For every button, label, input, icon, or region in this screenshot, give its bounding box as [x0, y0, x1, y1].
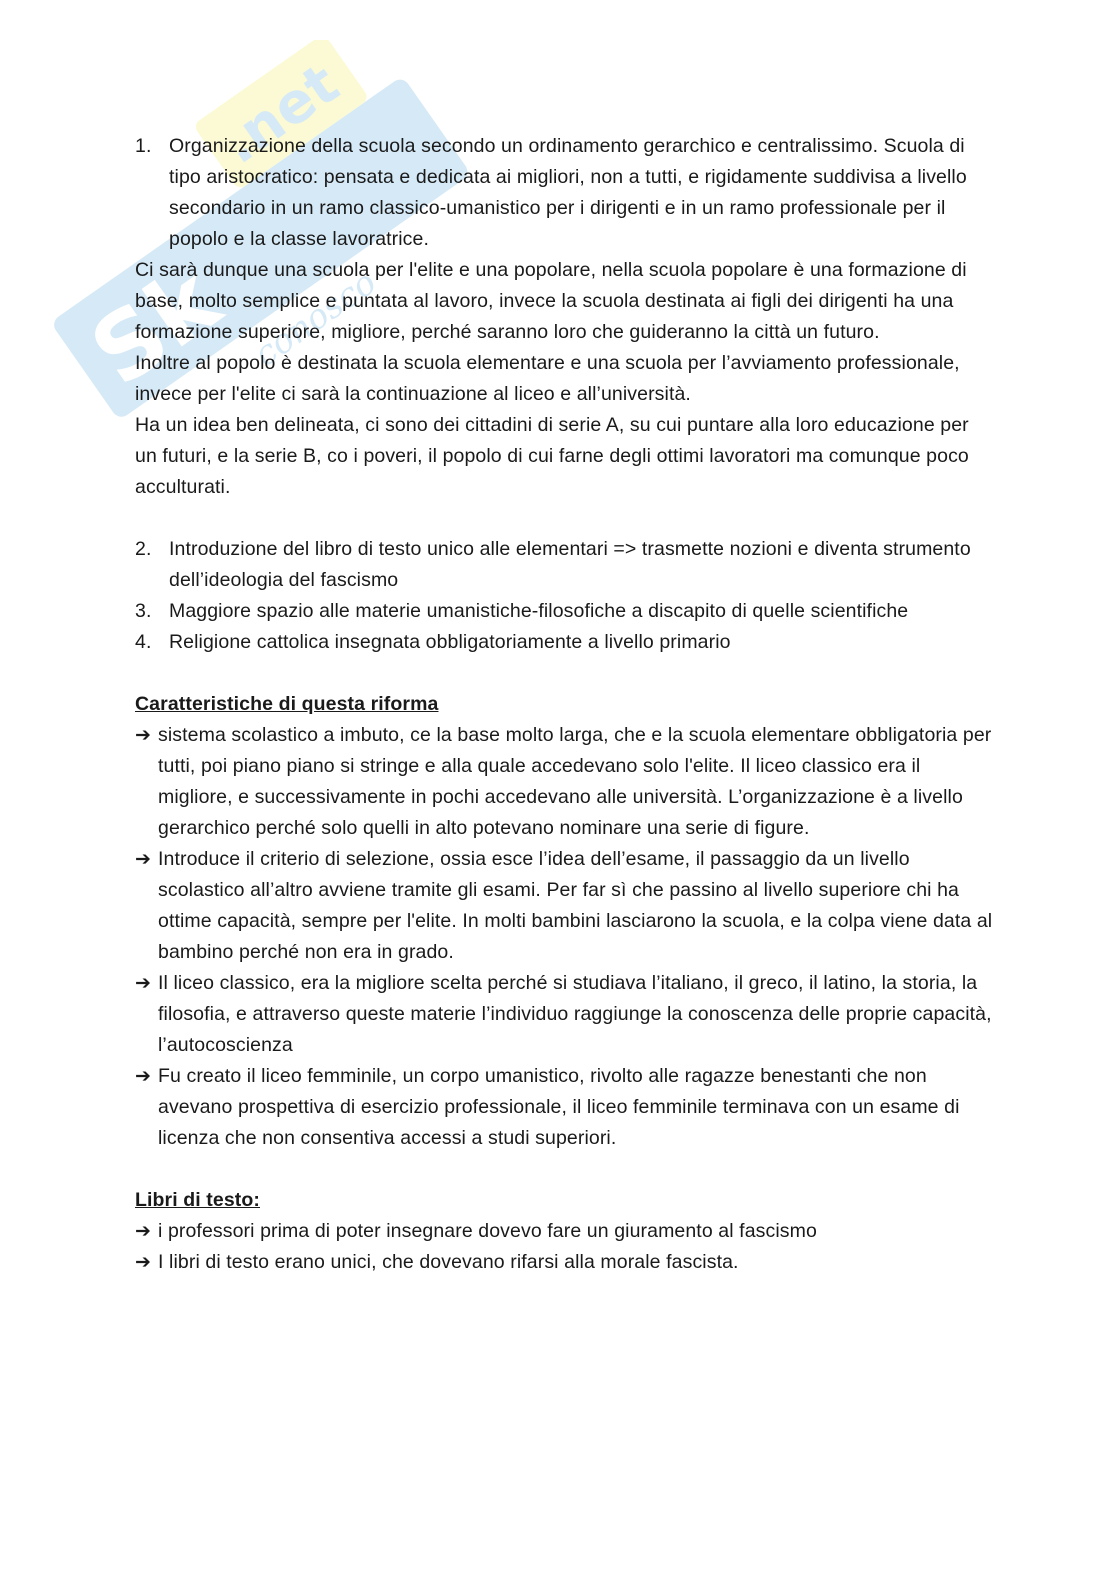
arrow-list-2 [135, 1216, 995, 1278]
list-item [135, 534, 995, 596]
list-number: 4. [135, 631, 152, 653]
document-body [135, 131, 995, 1278]
list-item-text: Il liceo classico, era la migliore scelta perché si studiava l’italiano, il greco, il latino, la storia, la filosofia, e attraverso queste materie l’individuo raggiunge la conoscenza delle proprie capacità, l’autocoscienza [158, 972, 992, 1056]
list-item [135, 844, 995, 968]
list-item-text: sistema scolastico a imbuto, ce la base molto larga, che e la scuola elementare obbligatoria per tutti, poi piano piano si stringe e alla quale accedevano solo l'elite. Il liceo classico era il migliore, e successivamente in pochi accedevano alle università. L’organizzazione è a livello gerarchico perché solo quelli in alto potevano nominare una serie di figure. [158, 724, 992, 839]
arrow-icon: ➔ [135, 1066, 152, 1087]
list-item-text: I libri di testo erano unici, che dovevano rifarsi alla morale fascista. [158, 1251, 739, 1273]
section-heading: Libri di testo: [135, 1189, 260, 1211]
paragraph: Ci sarà dunque una scuola per l'elite e una popolare, nella scuola popolare è una formazione di base, molto semplice e puntata al lavoro, invece la scuola destinata ai figli dei dirigenti ha una formazione superiore, migliore, perché saranno loro che guideranno la città un futuro. [135, 259, 967, 343]
arrow-list-1 [135, 720, 995, 1154]
svg-text:.net: .net [210, 51, 351, 177]
list-number: 2. [135, 538, 152, 560]
list-item-text: Fu creato il liceo femminile, un corpo umanistico, rivolto alle ragazze benestanti che non avevano prospettiva di esercizio professionale, il liceo femminile terminava con un esame di licenza che non consentiva accessi a studi superiori. [158, 1065, 960, 1149]
arrow-icon: ➔ [135, 725, 152, 746]
list-item [135, 1216, 995, 1247]
list-item [135, 1061, 995, 1154]
list-item-text: Organizzazione della scuola secondo un ordinamento gerarchico e centralissimo. Scuola di tipo aristocratico: pensata e dedicata ai migliori, non a tutti, e rigidamente suddivisa a livello secondario in un ramo classico-umanistico per i dirigenti e in un ramo professionale per il popolo e la classe lavoratrice. [169, 135, 967, 250]
paragraph: Ha un idea ben delineata, ci sono dei cittadini di serie A, su cui puntare alla loro educazione per un futuri, e la serie B, co i poveri, il popolo di cui farne degli ottimi lavoratori ma comunque poco acculturati. [135, 414, 969, 498]
list-item-text: Maggiore spazio alle materie umanistiche-filosofiche a discapito di quelle scientifiche [169, 600, 909, 622]
list-number: 3. [135, 600, 152, 622]
svg-text:Sk: Sk [72, 245, 239, 407]
list-item-text: Introduce il criterio di selezione, ossia esce l’idea dell’esame, il passaggio da un livello scolastico all’altro avviene tramite gli esami. Per far sì che passino al livello superiore chi ha ottime capacità, sempre per l'elite. In molti bambini lasciarono la scuola, e la colpa viene data al bambino perché non era in grado. [158, 848, 993, 963]
list-item [135, 131, 995, 255]
list-item-text: Religione cattolica insegnata obbligatoriamente a livello primario [169, 631, 731, 653]
list-item [135, 627, 995, 658]
list-number: 1. [135, 135, 152, 157]
list-item [135, 1247, 995, 1278]
arrow-icon: ➔ [135, 973, 152, 994]
svg-text:conosco: conosco [247, 262, 384, 375]
paragraph: Inoltre al popolo è destinata la scuola elementare e una scuola per l’avviamento professionale, invece per l'elite ci sarà la continuazione al liceo e all’università. [135, 352, 960, 405]
numbered-list-1 [135, 131, 995, 255]
list-item [135, 596, 995, 627]
list-item-text: Introduzione del libro di testo unico alle elementari => trasmette nozioni e diventa strumento dell’ideologia del fascismo [169, 538, 971, 591]
numbered-list-2 [135, 534, 995, 658]
arrow-icon: ➔ [135, 1252, 152, 1273]
list-item-text: i professori prima di poter insegnare dovevo fare un giuramento al fascismo [158, 1220, 817, 1242]
section-heading: Caratteristiche di questa riforma [135, 693, 439, 715]
list-item [135, 720, 995, 844]
arrow-icon: ➔ [135, 1221, 152, 1242]
arrow-icon: ➔ [135, 849, 152, 870]
list-item [135, 968, 995, 1061]
